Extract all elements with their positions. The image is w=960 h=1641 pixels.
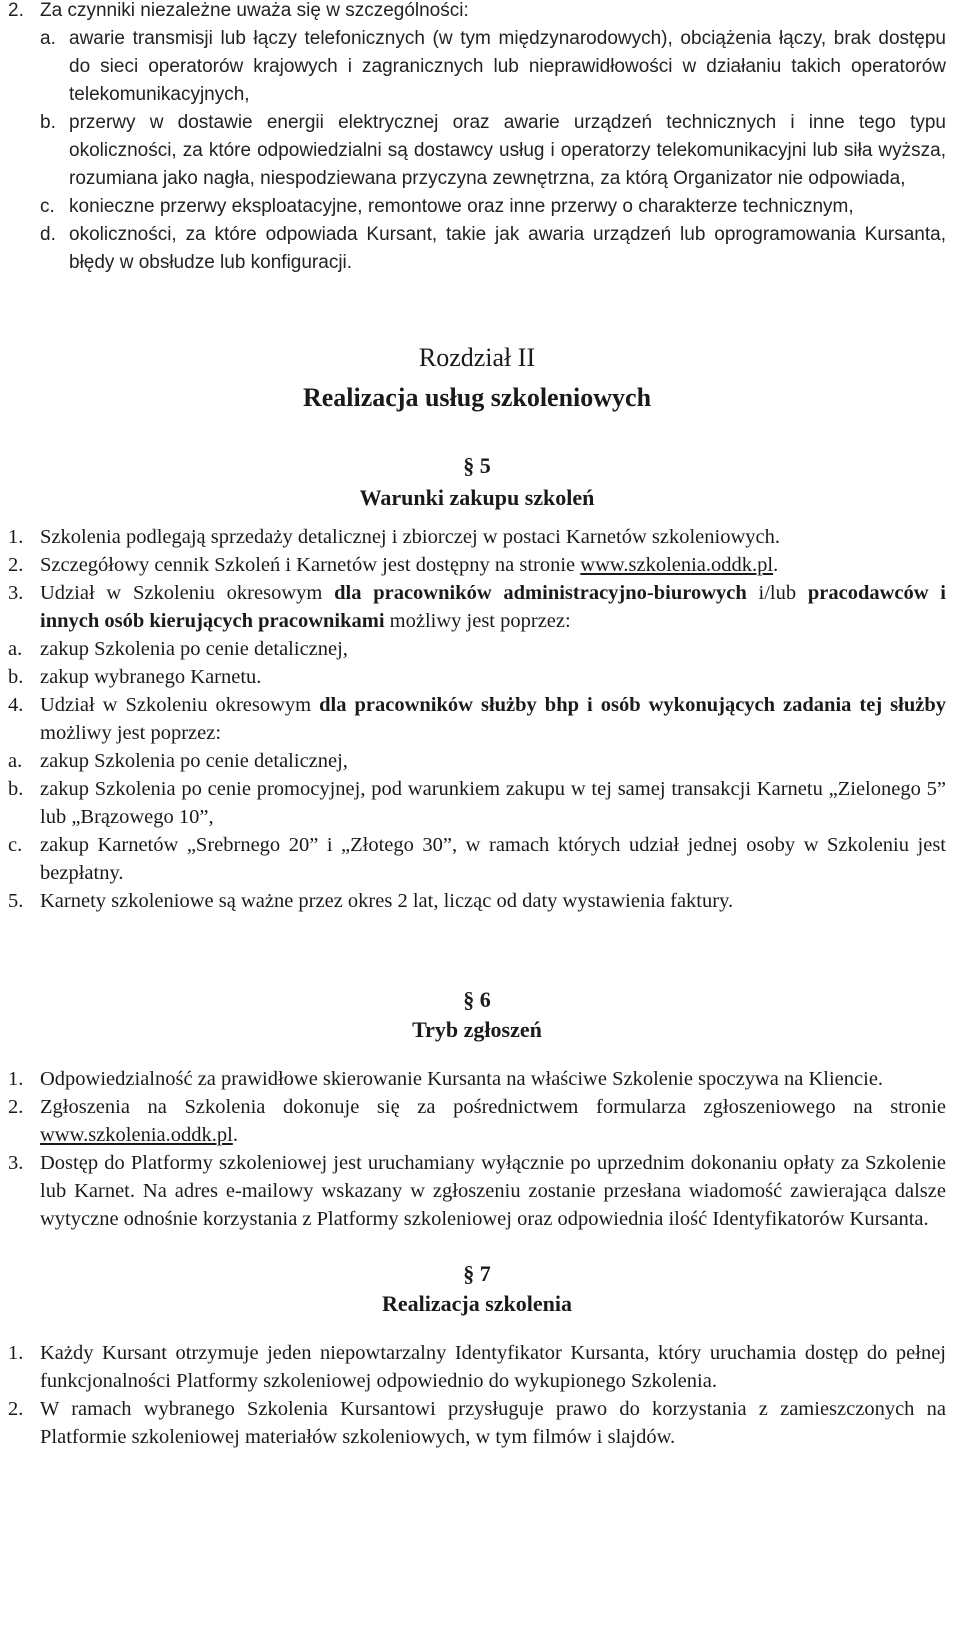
chapter-label: Rozdział II xyxy=(418,343,536,372)
item-number: 2. xyxy=(8,1398,24,1420)
sub-item-text: zakup Karnetów „Srebrnego 20” i „Złotego 30”, w ramach których udział jednej osoby w Szkoleniu jest bezpłatny. xyxy=(40,834,946,884)
paragraph-5-symbol: § 5 xyxy=(463,453,491,478)
list-item xyxy=(8,1149,946,1233)
sub-item-text: zakup Szkolenia po cenie detalicznej, xyxy=(40,750,348,772)
list-item xyxy=(8,1065,946,1093)
paragraph-5-title: Warunki zakupu szkoleń xyxy=(359,485,595,510)
item-text: Dostęp do Platformy szkoleniowej jest uruchamiany wyłącznie po uprzednim dokonaniu opłaty za Szkolenie lub Karnet. Na adres e-mailowy wskazany w zgłoszeniu zostanie przesłana wiadomość zawierająca dalsze wytyczne odnośnie korzystania z Platformy szkoleniowej oraz odpowiednia ilość Identyfikatorów Kursanta. xyxy=(40,1152,946,1230)
list-item xyxy=(8,887,946,915)
item-number: 2. xyxy=(8,554,24,576)
sub-item-text: zakup Szkolenia po cenie detalicznej, xyxy=(40,638,348,660)
item-text-part: Udział w Szkoleniu okresowym xyxy=(40,694,320,716)
item-text-part: Zgłoszenia na Szkolenia dokonuje się za pośrednictwem formularza zgłoszeniowego na stronie xyxy=(40,1096,946,1118)
sub-item-b xyxy=(8,663,946,691)
list-item xyxy=(8,579,946,635)
item-text xyxy=(40,691,946,747)
sub-item-letter: d. xyxy=(40,224,56,245)
sub-item-text: zakup Szkolenia po cenie promocyjnej, pod warunkiem zakupu w tej samej transakcji Karnetu „Zielonego 5” lub „Brązowego 10”, xyxy=(40,778,946,828)
sub-item-a xyxy=(8,635,946,663)
item-text-part: i/lub xyxy=(746,582,808,604)
item-text-bold: dla pracowników administracyjno-biurowych xyxy=(334,582,747,604)
website-link[interactable]: www.szkolenia.oddk.pl xyxy=(580,554,774,576)
sub-item-d xyxy=(8,221,946,277)
sub-item-letter: b. xyxy=(8,666,24,688)
sub-item-a xyxy=(8,747,946,775)
paragraph-7-title: Realizacja szkolenia xyxy=(381,1291,573,1316)
item-text-part: Szczegółowy cennik Szkoleń i Karnetów jest dostępny na stronie xyxy=(40,554,581,576)
independent-factors-section xyxy=(8,0,946,277)
item-text-part: możliwy jest poprzez: xyxy=(384,610,571,632)
list-item xyxy=(8,1093,946,1149)
item-text-part: . xyxy=(232,1124,238,1146)
sub-item-b xyxy=(8,775,946,831)
sub-item-letter: b. xyxy=(8,778,24,800)
sub-item-b xyxy=(8,109,946,193)
sub-item-a xyxy=(8,25,946,109)
list-item xyxy=(8,1395,946,1451)
item-text: Karnety szkoleniowe są ważne przez okres 2 lat, licząc od daty wystawienia faktury. xyxy=(40,890,734,912)
item-text: Każdy Kursant otrzymuje jeden niepowtarzalny Identyfikator Kursanta, który uruchamia dostęp do pełnej funkcjonalności Platformy szkoleniowej odpowiednio do wykupionego Szkolenia. xyxy=(40,1342,946,1392)
list-item xyxy=(8,1339,946,1395)
paragraph-6-symbol: § 6 xyxy=(463,987,491,1012)
item-text: Za czynniki niezależne uważa się w szczególności: xyxy=(40,0,469,21)
sub-item-text: konieczne przerwy eksploatacyjne, remontowe oraz inne przerwy o charakterze technicznym, xyxy=(69,196,854,217)
sub-item-letter: a. xyxy=(8,750,23,772)
item-text xyxy=(40,1093,946,1149)
item-text xyxy=(40,579,946,635)
item-text-part: . xyxy=(773,554,779,576)
paragraph-7-symbol: § 7 xyxy=(463,1261,491,1286)
item-text xyxy=(40,551,946,579)
chapter-title: Realizacja usług szkoleniowych xyxy=(302,383,652,412)
item-number: 3. xyxy=(8,582,24,604)
item-text-bold: dla pracowników służby bhp i osób wykonujących zadania tej służby xyxy=(319,694,946,716)
item-text: W ramach wybranego Szkolenia Kursantowi przysługuje prawo do korzystania z zamieszczonych na Platformie szkoleniowej materiałów szkoleniowych, w tym filmów i slajdów. xyxy=(40,1398,946,1448)
sub-item-c xyxy=(8,193,946,221)
sub-item-c xyxy=(8,831,946,887)
paragraph-5-body xyxy=(8,523,946,915)
item-number: 1. xyxy=(8,1068,24,1090)
item-number: 2. xyxy=(8,1096,24,1118)
item-number: 5. xyxy=(8,890,24,912)
sub-item-letter: a. xyxy=(8,638,23,660)
paragraph-7-body xyxy=(8,1339,946,1451)
sub-item-text: zakup wybranego Karnetu. xyxy=(40,666,262,688)
item-number: 1. xyxy=(8,526,24,548)
list-item xyxy=(8,523,946,551)
item-number: 1. xyxy=(8,1342,24,1364)
item-number: 4. xyxy=(8,694,24,716)
item-text: Odpowiedzialność za prawidłowe skierowanie Kursanta na właściwe Szkolenie spoczywa na Kliencie. xyxy=(40,1068,884,1090)
item-text-part: możliwy jest poprzez: xyxy=(40,722,222,744)
sub-item-text: przerwy w dostawie energii elektrycznej oraz awarie urządzeń technicznych i inne tego typu okoliczności, za które odpowiedzialni są dostawcy usług i operatorzy telekomunikacyjni lub siła wyższa, rozumiana jako nagła, niespodziewana przyczyna zewnętrzna, za którą Organizator nie odpowiada, xyxy=(69,112,946,189)
paragraph-6-title: Tryb zgłoszeń xyxy=(412,1017,542,1042)
sub-item-letter: c. xyxy=(8,834,23,856)
sub-item-text: okoliczności, za które odpowiada Kursant, takie jak awaria urządzeń lub oprogramowania Kursanta, błędy w obsłudze lub konfiguracji. xyxy=(69,224,946,273)
item-number: 2. xyxy=(8,0,24,21)
list-item xyxy=(8,0,946,25)
list-item xyxy=(8,551,946,579)
item-text-part: Udział w Szkoleniu okresowym xyxy=(40,582,335,604)
sub-item-letter: c. xyxy=(40,196,55,217)
sub-item-text: awarie transmisji lub łączy telefonicznych (w tym międzynarodowych), obciążenia łączy, brak dostępu do sieci operatorów krajowych i zagranicznych lub nieprawidłowości w działaniu takich operatorów telekomunikacyjnych, xyxy=(69,28,946,105)
item-text: Szkolenia podlegają sprzedaży detalicznej i zbiorczej w postaci Karnetów szkoleniowych. xyxy=(40,526,780,548)
item-number: 3. xyxy=(8,1152,24,1174)
list-item xyxy=(8,691,946,747)
paragraph-6-body xyxy=(8,1065,946,1233)
sub-item-letter: b. xyxy=(40,112,56,133)
sub-item-letter: a. xyxy=(40,28,56,49)
website-link[interactable]: www.szkolenia.oddk.pl xyxy=(40,1124,233,1146)
item-text-bold: pracodawców i innych osób kierujących pracownikami xyxy=(40,582,946,632)
